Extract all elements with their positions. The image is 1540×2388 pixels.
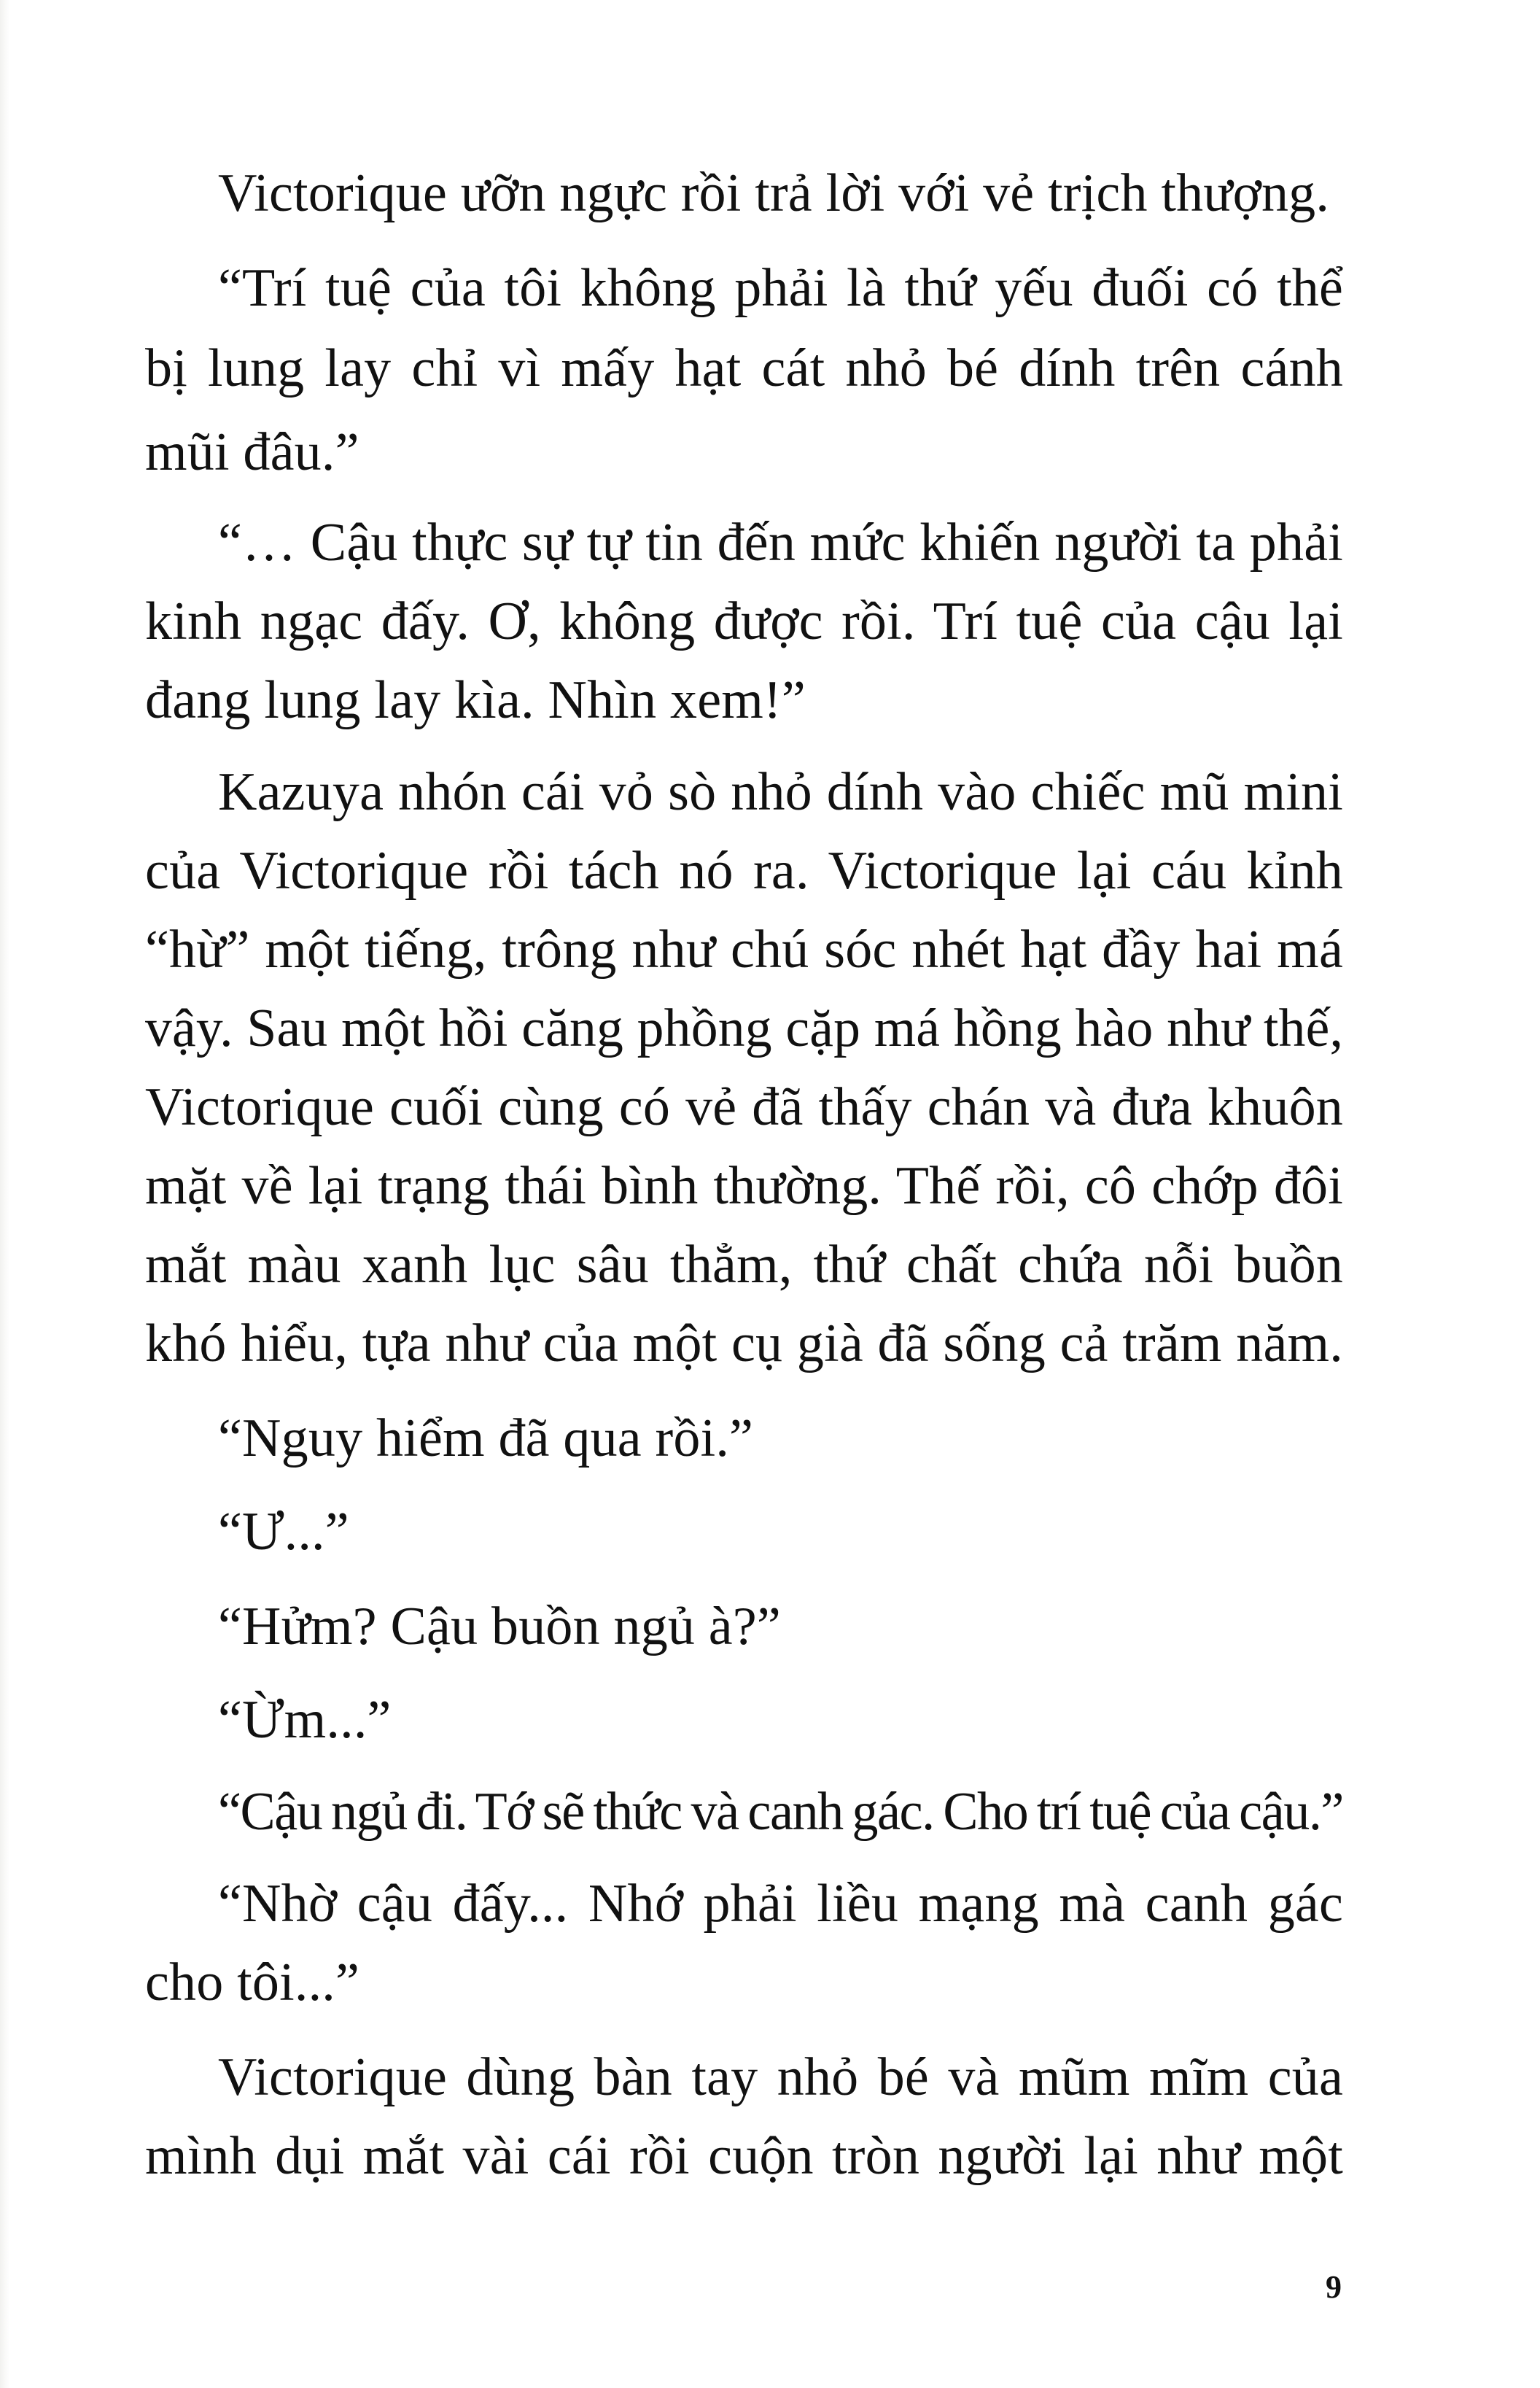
paragraph-line: Victorique ưỡn ngực rồi trả lời với vẻ trịch thượng.	[218, 163, 1330, 223]
paragraph-line: khó hiểu, tựa như của một cụ già đã sống cả trăm năm.	[145, 1314, 1343, 1373]
paragraph-line: Victorique dùng bàn tay nhỏ bé và mũm mĩm của	[218, 2047, 1343, 2107]
paragraph-line: mắt màu xanh lục sâu thẳm, thứ chất chứa nỗi buồn	[145, 1235, 1343, 1295]
paragraph-line: đang lung lay kìa. Nhìn xem!”	[145, 670, 806, 730]
paragraph-line: mặt về lại trạng thái bình thường. Thế rồi, cô chớp đôi	[145, 1156, 1343, 1216]
paragraph-line: kinh ngạc đấy. Ơ, không được rồi. Trí tuệ của cậu lại	[145, 592, 1343, 651]
dialogue-line: “Ừm...”	[218, 1690, 392, 1750]
dialogue-line: “Nguy hiểm đã qua rồi.”	[218, 1408, 754, 1468]
dialogue-line: cho tôi...”	[145, 1953, 360, 2012]
paragraph-line: mũi đâu.”	[145, 422, 359, 482]
dialogue-line: “Hửm? Cậu buồn ngủ à?”	[218, 1597, 781, 1656]
dialogue-line: “Nhờ cậu đấy... Nhớ phải liều mạng mà canh gác	[218, 1874, 1343, 1934]
paragraph-line: mình dụi mắt vài cái rồi cuộn tròn người lại như một	[145, 2126, 1343, 2186]
paragraph-line: bị lung lay chỉ vì mấy hạt cát nhỏ bé dính trên cánh	[145, 338, 1343, 398]
paragraph-line: vậy. Sau một hồi căng phồng cặp má hồng hào như thế,	[145, 999, 1344, 1058]
paragraph-line: “… Cậu thực sự tự tin đến mức khiến người ta phải	[218, 513, 1343, 573]
page-number: 9	[1326, 2269, 1342, 2305]
paragraph-line: Kazuya nhón cái vỏ sò nhỏ dính vào chiếc mũ mini	[218, 762, 1343, 822]
paragraph-line: “hừ” một tiếng, trông như chú sóc nhét hạt đầy hai má	[145, 920, 1343, 980]
paragraph-line: của Victorique rồi tách nó ra. Victorique lại cáu kỉnh	[145, 841, 1343, 901]
paragraph-line: Victorique cuối cùng có vẻ đã thấy chán và đưa khuôn	[145, 1077, 1343, 1137]
dialogue-line: “Cậu ngủ đi. Tớ sẽ thức và canh gác. Cho trí tuệ của cậu.”	[218, 1782, 1343, 1842]
dialogue-line: “Ư...”	[218, 1502, 349, 1562]
paragraph-line: “Trí tuệ của tôi không phải là thứ yếu đuối có thể	[218, 258, 1343, 318]
